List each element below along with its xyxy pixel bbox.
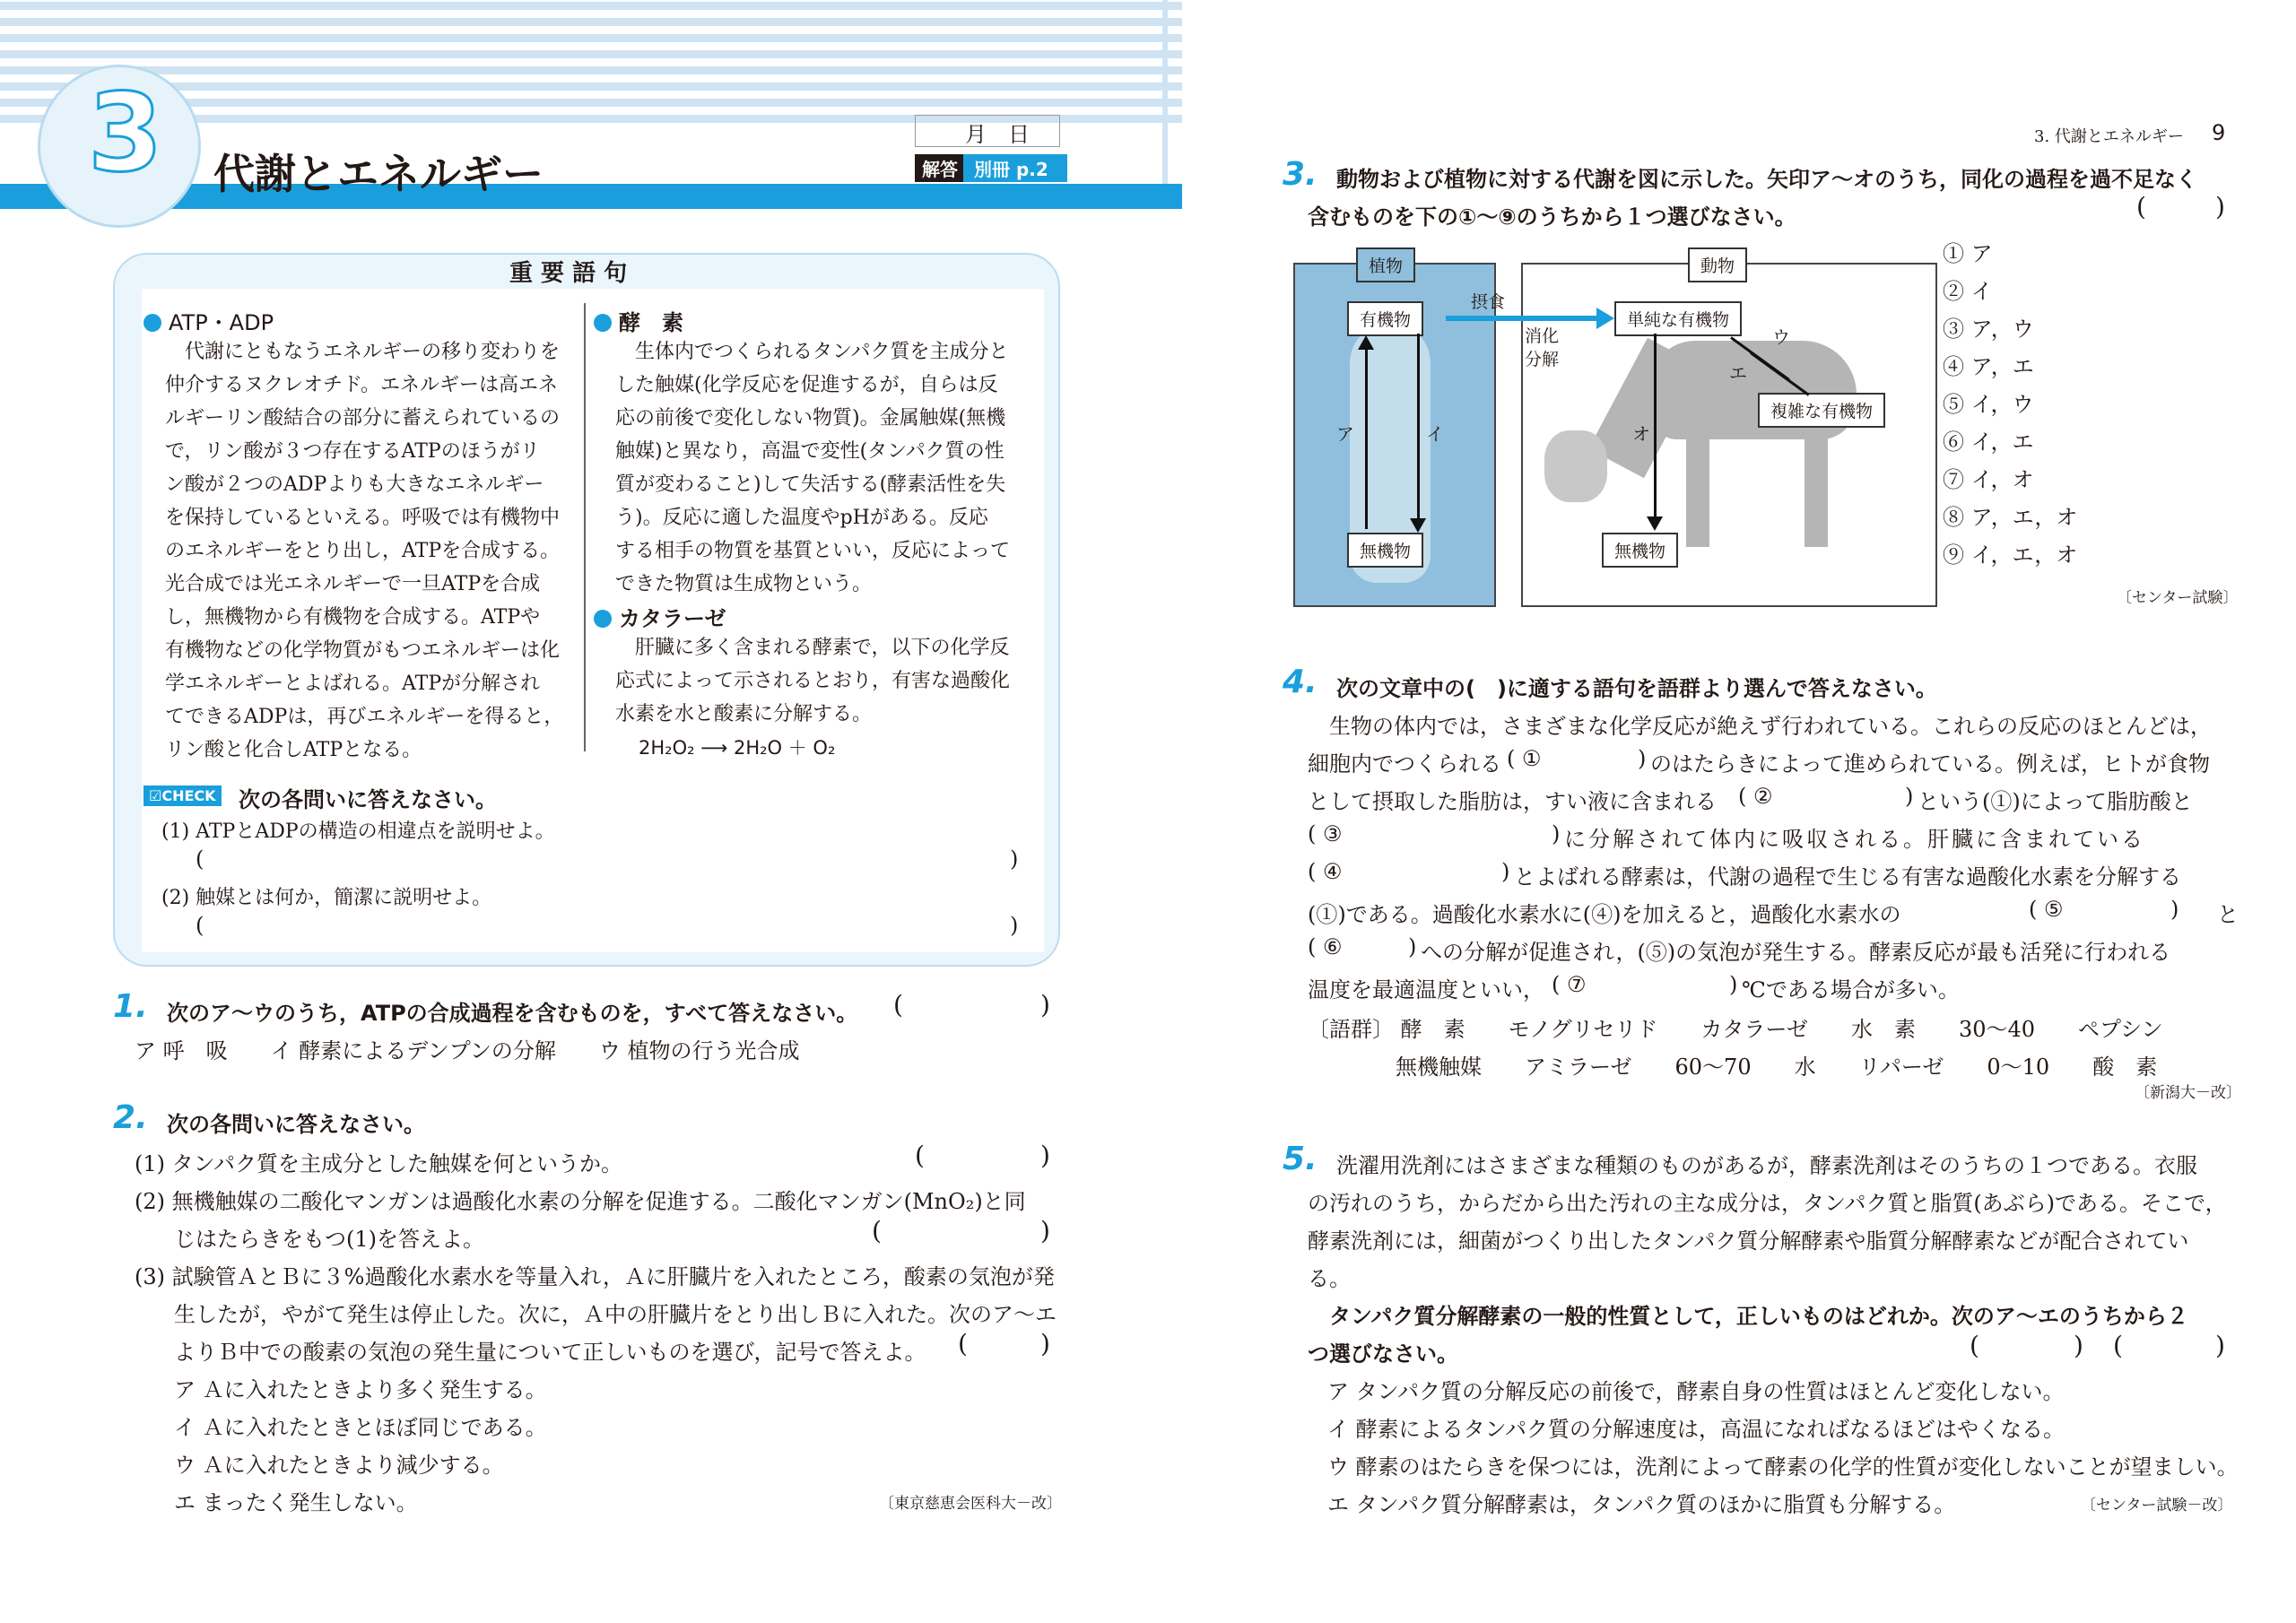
q2-option-i: イ Ａに入れたときとほぼ同じである。	[174, 1415, 547, 1440]
q5-option-i: イ 酵素によるタンパク質の分解速度は，高温になればなるほどはやくなる。	[1327, 1417, 2065, 1442]
q2-number: 2.	[113, 1099, 148, 1136]
q4-number: 4.	[1283, 664, 1318, 700]
running-title: 3. 代謝とエネルギー	[2034, 127, 2184, 146]
q5-answer2-close: )	[2215, 1331, 2225, 1360]
q2-option-a: ア Ａに入れたときより多く発生する。	[174, 1377, 547, 1402]
q4-line5-end: とよばれる酵素は，代謝の過程で生じる有害な過酸化水素を分解する	[1514, 864, 2181, 890]
arrow-e-label: エ	[1729, 362, 1747, 384]
q4-text: 次の文章中の( )に適する語句を語群より選んで答えなさい。	[1336, 676, 1937, 701]
q4-line6: (①)である。過酸化水素水に(④)を加えると，過酸化水素水の	[1308, 902, 1901, 927]
chapter-number: 3	[88, 72, 163, 196]
q3-line1: 動物および植物に対する代謝を図に示した。矢印ア～オのうち，同化の過程を過不足なく	[1336, 167, 2197, 192]
q2-source: 〔東京慈恵会医科大－改〕	[879, 1495, 1062, 1513]
text-line: のエネルギーをとり出し，ATPを合成する。	[165, 540, 561, 562]
inorganic-right-box: 無機物	[1602, 533, 1678, 568]
q4-blank-1: ( ①	[1507, 746, 1542, 771]
q2-text: 次の各問いに答えなさい。	[167, 1112, 425, 1137]
q2-sub3-line2: 生したが，やがて発生は停止した。次に，Ａ中の肝臓片をとり出しＢに入れた。次のア～エ	[174, 1302, 1057, 1327]
q4-blank-5-close: )	[2170, 897, 2179, 922]
text-line: 肝臓に多く含まれる酵素で，以下の化学反	[615, 637, 1010, 659]
q5-line1: 洗濯用洗剤にはさまざまな種類のものがあるが，酵素洗剤はそのうちの１つである。衣服	[1336, 1153, 2197, 1178]
decompose-label: 分解	[1525, 350, 1560, 369]
q4-line3-end: という(①)によって脂肪酸と	[1918, 789, 2193, 814]
q2-sub3-close: )	[1040, 1329, 1050, 1358]
text-line: リン酸と化合しATPとなる。	[165, 739, 422, 761]
plant-label: 植物	[1356, 247, 1415, 282]
text-line: 仲介するヌクレオチド。エネルギーは高エネ	[165, 374, 559, 396]
check-q2: (2) 触媒とは何か，簡潔に説明せよ。	[161, 887, 492, 909]
check-q1: (1) ATPとADPの構造の相違点を説明せよ。	[161, 820, 555, 843]
q5-source: 〔センター試験－改〕	[2081, 1497, 2233, 1515]
organic-box: 有機物	[1347, 301, 1423, 336]
arrow-o	[1654, 334, 1657, 520]
text-line: う)。反応に適した温度やpHがある。反応	[615, 507, 988, 529]
q2-sub1-close: )	[1040, 1141, 1050, 1170]
atp-adp-body	[165, 335, 563, 767]
arrow-o-label: オ	[1632, 423, 1650, 445]
text-line: 学エネルギーとよばれる。ATPが分解され	[165, 673, 541, 695]
q5-line2: の汚れのうち，からだから出た汚れの主な成分は，タンパク質と脂質(あぶら)である。そこで，	[1308, 1191, 2227, 1216]
q1-text: 次のア～ウのうち，ATPの合成過程を含むものを，すべて答えなさい。	[167, 1001, 858, 1026]
q3-answer-open: (	[2136, 192, 2146, 221]
q4-line2-end: のはたらきによって進められている。例えば，ヒトが食物	[1650, 751, 2210, 777]
chapter-title: 代謝とエネルギー	[213, 150, 544, 198]
q4-blank-6: ( ⑥	[1308, 934, 1343, 959]
answer-badge: 解答	[915, 154, 965, 182]
q1-options: ア 呼 吸 イ 酵素によるデンプンの分解 ウ 植物の行う光合成	[135, 1038, 800, 1063]
text-line: を保持しているといえる。呼吸では有機物中	[165, 507, 561, 529]
text-line: てできるADPは，再びエネルギーを得ると，	[165, 706, 564, 728]
page-number: 9	[2212, 120, 2226, 145]
arrow-i	[1417, 334, 1420, 522]
arrow-u-label: ウ	[1772, 326, 1790, 348]
q4-word-group-2: 無機触媒 アミラーゼ 60～70 水 リパーゼ 0～10 酸 素	[1396, 1055, 2158, 1080]
check-q1-answer-open: (	[196, 846, 204, 872]
q2-sub3-open: (	[958, 1329, 968, 1358]
complex-organic-box: 複雑な有機物	[1758, 393, 1885, 428]
q4-line7-end: への分解が促進され，(⑤)の気泡が発生する。酵素反応が最も活発に行われる	[1421, 940, 2171, 965]
horse-leg	[1686, 421, 1709, 547]
simple-organic-box: 単純な有機物	[1614, 301, 1742, 336]
q5-line6: つ選びなさい。	[1308, 1341, 1458, 1367]
text-line: 有機物などの化学物質がもつエネルギーは化	[165, 639, 561, 662]
text-line: 応式によって示されるとおり，有害な過酸化	[615, 670, 1011, 692]
q4-line2-start: 細胞内でつくられる	[1308, 751, 1501, 777]
text-line: する相手の物質を基質といい，反応によって	[615, 540, 1011, 562]
text-line: 代謝にともなうエネルギーの移り変わりを	[165, 341, 561, 363]
q5-line3: 酵素洗剤には，細菌がつくり出したタンパク質分解酵素や脂質分解酵素などが配合されてい	[1308, 1228, 2189, 1254]
text-line: 水素を水と酸素に分解する。	[615, 703, 873, 725]
q2-sub2-line2: じはたらきをもつ(1)を答えよ。	[174, 1227, 484, 1252]
check-q2-answer-close: )	[1010, 913, 1019, 938]
text-line: 応の前後で変化しない物質)。金属触媒(無機	[615, 407, 1006, 430]
q4-line8-start: 温度を最適温度といい，	[1308, 977, 1544, 1002]
q2-sub2-open: (	[872, 1216, 882, 1245]
choice-item: ⑦ イ，オ	[1943, 467, 2034, 492]
check-q2-answer-open: (	[196, 913, 204, 938]
q4-blank-4-close: )	[1501, 859, 1510, 884]
arrow-a-head	[1358, 335, 1374, 350]
catalase-equation: 2H₂O₂ ⟶ 2H₂O ＋ O₂	[639, 737, 836, 759]
q3-number: 3.	[1283, 156, 1318, 193]
q4-line4-end: に分解されて体内に吸収される。肝臓に含まれている	[1564, 827, 2145, 852]
catalase-body	[615, 631, 1010, 731]
digestion-label: 消化	[1525, 326, 1560, 346]
q4-blank-1-close: )	[1638, 746, 1647, 771]
q1-number: 1.	[113, 988, 148, 1025]
choice-item: ⑥ イ，エ	[1943, 430, 2034, 455]
q4-blank-5: ( ⑤	[2029, 897, 2064, 922]
text-line: 触媒)と異なり，高温で変性(タンパク質の性	[615, 440, 1004, 463]
q2-sub3-line1: (3) 試験管ＡとＢに３%過酸化水素水を等量入れ，Ａに肝臓片を入れたところ，酸素の気泡が発	[135, 1264, 1055, 1289]
bullet-icon	[144, 314, 161, 332]
q3-choices	[1943, 235, 2077, 574]
choice-item: ⑤ イ，ウ	[1943, 392, 2034, 417]
choice-item: ② イ	[1943, 279, 1993, 304]
text-line: ルギーリン酸結合の部分に蓄えられているの	[165, 407, 561, 430]
q4-blank-4: ( ④	[1308, 859, 1343, 884]
q1-answer-open: (	[893, 990, 903, 1020]
answer-ref: 別冊 p.2	[963, 154, 1067, 182]
arrow-i-head	[1410, 518, 1426, 533]
q2-sub2-line1: (2) 無機触媒の二酸化マンガンは過酸化水素の分解を促進する。二酸化マンガン(MnO₂)と同	[135, 1189, 1026, 1214]
grass-illustration	[1544, 430, 1607, 502]
q2-sub2-close: )	[1040, 1216, 1050, 1245]
q5-answer2-open: (	[2113, 1331, 2123, 1360]
text-line: し，無機物から有機物を合成する。ATPや	[165, 606, 541, 629]
check-badge: ☑CHECK	[144, 785, 222, 806]
q4-blank-6-close: )	[1408, 934, 1417, 959]
q1-answer-close: )	[1040, 990, 1050, 1020]
q3-answer-close: )	[2215, 192, 2225, 221]
q3-line2: 含むものを下の①～⑨のうちから１つ選びなさい。	[1308, 204, 1796, 230]
bullet-icon	[594, 610, 612, 628]
catalase-heading: カタラーゼ	[594, 601, 726, 632]
text-line: で，リン酸が３つ存在するATPのほうがリ	[165, 440, 540, 463]
q5-option-a: ア タンパク質の分解反応の前後で，酵素自身の性質はほとんど変化しない。	[1327, 1379, 2065, 1404]
enzyme-body	[615, 335, 1010, 601]
date-label: 月 日	[965, 122, 1030, 147]
q4-blank-3: ( ③	[1308, 821, 1343, 846]
bullet-icon	[594, 314, 612, 332]
q2-option-u: ウ Ａに入れたときより減少する。	[174, 1453, 504, 1478]
q4-blank-7: ( ⑦	[1552, 972, 1587, 997]
choice-item: ③ ア，ウ	[1943, 317, 2034, 342]
q5-answer1-open: (	[1970, 1331, 1979, 1360]
q5-option-u: ウ 酵素のはたらきを保つには，洗剤によって酵素の化学的性質が変化しないことが望ましい。	[1327, 1454, 2239, 1480]
q2-option-e: エ まったく発生しない。	[174, 1490, 418, 1515]
q2-sub1: (1) タンパク質を主成分とした触媒を何というか。	[135, 1151, 622, 1176]
text-line: した触媒(化学反応を促進するが，自らは反	[615, 374, 998, 396]
key-terms-title: 重 要 語 句	[509, 260, 628, 287]
text-line: 生体内でつくられるタンパク質を主成分と	[615, 341, 1009, 363]
q2-sub3-line3: よりＢ中での酸素の気泡の発生量について正しいものを選び，記号で答えよ。	[174, 1340, 926, 1365]
q5-number: 5.	[1283, 1141, 1318, 1177]
q4-blank-3-close: )	[1552, 821, 1561, 846]
q4-line8-end: ℃である場合が多い。	[1742, 977, 1960, 1002]
feeding-arrow-head	[1596, 308, 1614, 329]
atp-adp-heading: ATP・ADP	[144, 305, 274, 336]
feeding-label: 摂食	[1471, 292, 1506, 312]
q4-line3-start: として摂取した脂肪は，すい液に含まれる	[1308, 789, 1717, 814]
choice-item: ① ア	[1943, 241, 1993, 266]
q2-sub1-open: (	[915, 1141, 925, 1170]
checkbox-icon: ☑	[149, 787, 162, 804]
feeding-arrow	[1446, 316, 1598, 321]
q5-option-e: エ タンパク質分解酵素は，タンパク質のほかに脂質も分解する。	[1327, 1492, 1956, 1517]
animal-label: 動物	[1688, 247, 1747, 282]
text-line: できた物質は生成物という。	[615, 573, 873, 595]
q5-answer1-close: )	[2074, 1331, 2083, 1360]
arrow-a	[1365, 341, 1368, 529]
text-line: 質が変わること)して失活する(酵素活性を失	[615, 473, 1006, 496]
q4-word-group-1: 〔語群〕 酵 素 モノグリセリド カタラーゼ 水 素 30～40 ペプシン	[1308, 1017, 2163, 1042]
q4-blank-2: ( ②	[1738, 784, 1773, 809]
q5-line5: タンパク質分解酵素の一般的性質として，正しいものはどれか。次のア～エのうちから２	[1308, 1304, 2188, 1329]
q4-blank-2-close: )	[1905, 784, 1914, 809]
key-terms-divider	[584, 303, 586, 751]
text-line: 光合成では光エネルギーで一旦ATPを合成	[165, 573, 541, 595]
inorganic-left-box: 無機物	[1347, 533, 1423, 568]
q4-blank-7-close: )	[1729, 972, 1738, 997]
arrow-i-label: イ	[1426, 423, 1444, 445]
q4-source: 〔新潟大－改〕	[2135, 1084, 2241, 1102]
choice-item: ⑧ ア，エ，オ	[1943, 505, 2078, 530]
choice-item: ④ ア，エ	[1943, 354, 2034, 379]
q3-source: 〔センター試験〕	[2117, 589, 2239, 607]
arrow-o-head	[1647, 516, 1663, 531]
horse-leg	[1805, 421, 1828, 547]
q5-line4: る。	[1308, 1266, 1351, 1291]
enzyme-heading: 酵 素	[594, 305, 683, 336]
q4-line1: 生物の体内では，さまざまな化学反応が絶えず行われている。これらの反応のほとんどは，	[1308, 714, 2212, 739]
check-q1-answer-close: )	[1010, 846, 1019, 872]
text-line: ン酸が２つのADPよりも大きなエネルギー	[165, 473, 544, 496]
arrow-a-label: ア	[1336, 423, 1354, 445]
check-intro: 次の各問いに答えなさい。	[239, 787, 497, 812]
q4-line6-end: と	[2217, 902, 2239, 927]
choice-item: ⑨ イ，エ，オ	[1943, 542, 2078, 568]
